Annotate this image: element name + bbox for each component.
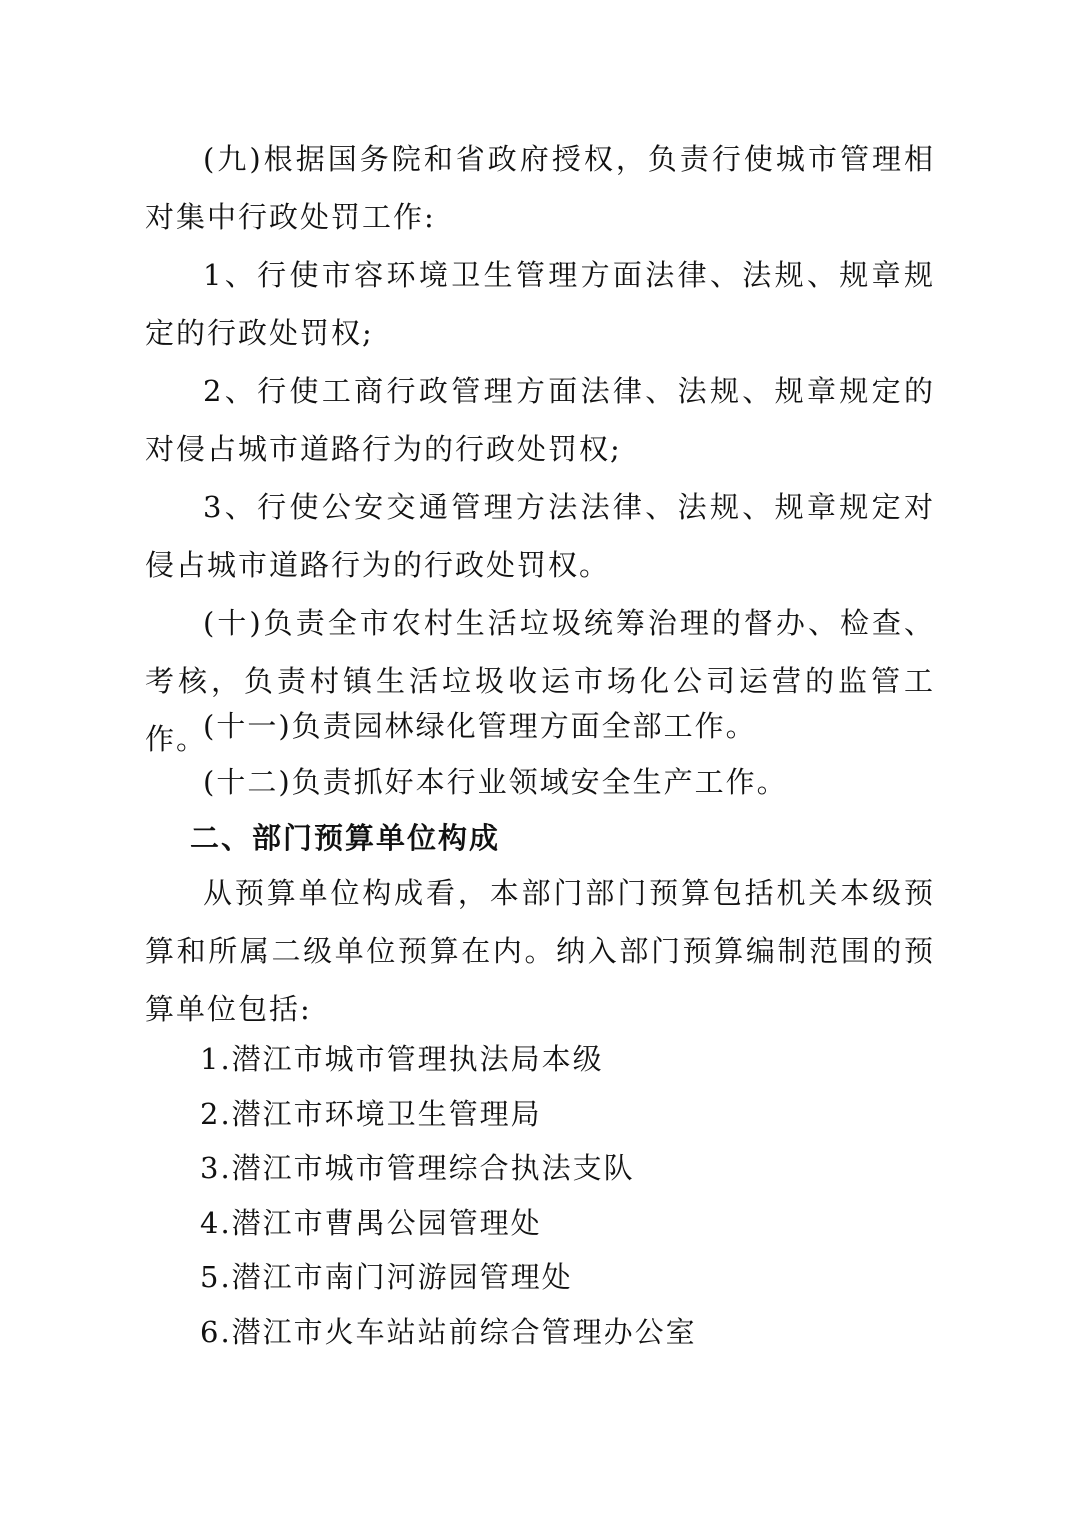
duty-paragraph-9: (九)根据国务院和省政府授权，负责行使城市管理相对集中行政处罚工作:: [145, 142, 935, 234]
duty-paragraph-11: (十一)负责园林绿化管理方面全部工作。: [203, 709, 757, 743]
budget-unit-item: 6.潜江市火车站站前综合管理办公室: [200, 1314, 697, 1349]
duty-paragraph-12: (十二)负责抓好本行业领域安全生产工作。: [203, 765, 788, 799]
duty-item-3: 3、行使公安交通管理方法法律、法规、规章规定对侵占城市道路行为的行政处罚权。: [145, 490, 935, 582]
budget-unit-item: 3.潜江市城市管理综合执法支队: [200, 1151, 635, 1185]
section-heading: 二、部门预算单位构成: [189, 821, 500, 855]
budget-unit-item: 1.潜江市城市管理执法局本级: [200, 1042, 604, 1076]
duty-item-2: 2、行使工商行政管理方面法律、法规、规章规定的对侵占城市道路行为的行政处罚权;: [145, 374, 935, 466]
budget-unit-item: 2.潜江市环境卫生管理局: [200, 1096, 542, 1131]
budget-unit-list: [200, 1032, 697, 1359]
duty-paragraph-10: (十)负责全市农村生活垃圾统筹治理的督办、检查、考核，负责村镇生活垃圾收运市场化公司运营的监管工作。: [145, 606, 935, 756]
budget-unit-item: 5.潜江市南门河游园管理处: [200, 1260, 573, 1294]
section-intro-paragraph: 从预算单位构成看，本部门部门预算包括机关本级预算和所属二级单位预算在内。纳入部门预算编制范围的预算单位包括:: [145, 876, 935, 1026]
budget-unit-item: 4.潜江市曹禺公园管理处: [200, 1205, 542, 1240]
duty-item-1: 1、行使市容环境卫生管理方面法律、法规、规章规定的行政处罚权;: [145, 258, 935, 350]
